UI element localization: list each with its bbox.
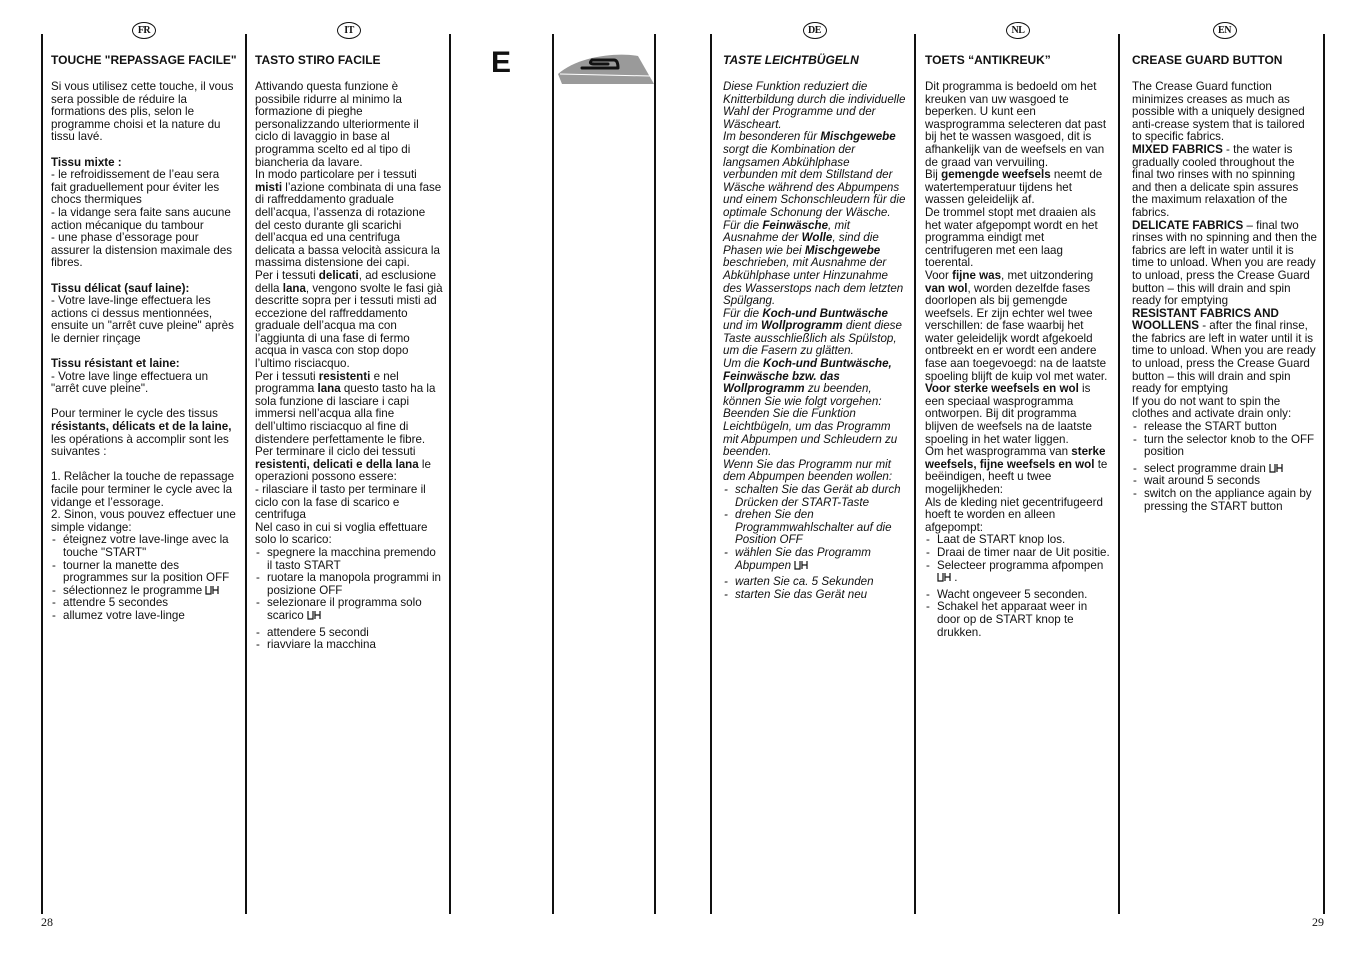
step-list [925, 534, 1111, 639]
paragraph [51, 408, 237, 458]
text: Per terminare il ciclo dei tessuti [255, 445, 416, 459]
paragraph: 2. Sinon, vous pouvez effectuer une simple vidange: [51, 508, 236, 534]
text: Per i tessuti [255, 369, 319, 383]
bold-text: DELICATE FABRICS [1132, 218, 1244, 232]
paragraph: Wenn Sie das Programm nur mit dem Abpumpen beenden wollen: [723, 457, 893, 484]
bold-text: lana [282, 281, 306, 295]
column-en [1132, 22, 1317, 513]
text: te beëindigen, heeft u twee mogelijkheden: [925, 457, 1108, 496]
subheading: Tissu délicat (sauf laine): [51, 281, 190, 295]
text: - the water is gradually cooled throughout the final two rinses with no spinning and then a delicate spin assures the maximum relaxation of the fabrics. [1132, 142, 1299, 219]
paragraph [51, 157, 237, 270]
column-divider [449, 34, 451, 914]
text: zu beenden, können Sie wie folgt vorgehen: [723, 382, 882, 408]
text: Im besonderen für [723, 130, 821, 144]
language-badge: IT [337, 22, 361, 39]
section-title: TASTO STIRO FACILE [255, 53, 381, 67]
paragraph [1132, 308, 1317, 396]
paragraph: Dit programma is bedoeld om het kreuken van uw wasgoed te beperken. U kunt een wasprogramma selecteren dat past bij het te wassen wasgoed, dit is afhankelijk van de weefsels en van de graad van vervuiling. [925, 80, 1107, 169]
drain-icon [794, 560, 808, 570]
bold-text: MIXED FABRICS [1132, 142, 1223, 156]
list-item: - allumez votre lave-linge [51, 610, 237, 623]
text: Voor [925, 268, 953, 282]
bold-text: sterke weefsels, fijne weefsels en wol [925, 445, 1106, 471]
list-item: - Wacht ongeveer 5 seconden. [925, 589, 1111, 602]
text: - Votre lave-linge effectuera les actions ci dessus mentionnées, ensuite un "arrêt cuve pleine" après le dernier rinçage [51, 294, 234, 345]
list-item: - drehen Sie den Programmwahlschalter auf die Position OFF [723, 509, 906, 547]
text: neemt de watertemperatuur tijdens het wassen geleidelijk af. [925, 168, 1103, 207]
step-list [255, 547, 443, 652]
drain-icon [937, 572, 951, 582]
column-divider [41, 34, 43, 914]
text: - une phase d’essorage pour assurer la distension maximale des fibres. [51, 231, 233, 270]
subheading: Tissu résistant et laine: [51, 357, 180, 371]
list-item: - Schakel het apparaat weer in door op de START knop te drukken. [925, 601, 1111, 639]
step-list [1132, 421, 1317, 513]
step-list [723, 484, 906, 601]
bold-text: Koch-und Buntwäsche, Feinwäsche bzw. das Wollprogramm [723, 357, 892, 396]
list-item: - éteignez votre lave-linge avec la touche "START" [51, 534, 237, 559]
text: sorgt die Kombination der langsamen Abkühlphase verbunden mit dem Stillstand der Wäsche während des Abpumpens und einem Schonschleudern für die optimale Schonung der Wäsche. [723, 142, 906, 219]
text: questo tasto ha la sola funzione di lasciare i capi immersi nell’acqua alla fine dell’ultimo risciacquo al fine di distendere perfettamente le fibre. [255, 382, 436, 446]
list-item [255, 597, 443, 622]
paragraph: Si vous utilisez cette touche, il vous sera possible de réduire la formations des plis, selon le programme choisi et la nature du tissu lavé. [51, 80, 234, 144]
text: Selecteer programma afpompen [937, 558, 1104, 572]
list-item: - schalten Sie das Gerät ab durch Drücken der START-Taste [723, 484, 906, 509]
list-item: - turn the selector knob to the OFF position [1132, 434, 1317, 459]
text: Per i tessuti [255, 268, 319, 282]
text: wählen Sie das Programm Abpumpen [735, 545, 871, 572]
list-item: - spegnere la macchina premendo il tasto START [255, 547, 443, 572]
section-title: TOUCHE "REPASSAGE FACILE" [51, 53, 237, 67]
paragraph [723, 358, 906, 408]
bold-text: Mischgewebe [804, 243, 881, 257]
list-item: - Draai de timer naar de Uit positie. [925, 547, 1111, 560]
paragraph [723, 131, 906, 219]
text: selezionare il programma solo scarico [267, 596, 422, 622]
paragraph: The Crease Guard function minimizes creases as much as possible with a uniquely designed anti-crease system that is tailored to specific fabrics. [1132, 80, 1305, 144]
text: Bij [925, 168, 942, 182]
section-title: CREASE GUARD BUTTON [1132, 53, 1283, 67]
paragraph [723, 220, 906, 308]
text: e nel programma [255, 369, 399, 396]
bold-text: RESISTANT FABRICS AND WOOLLENS [1132, 306, 1279, 333]
list-item: - release the START button [1132, 421, 1317, 434]
page-number-right: 29 [1312, 915, 1324, 929]
column-divider [552, 34, 554, 914]
bold-text: resistenti, delicati e della lana [255, 457, 419, 471]
paragraph: - rilasciare il tasto per terminare il ciclo con la fase di scarico e centrifuga [255, 483, 426, 522]
text: Pour terminer le cycle des tissus [51, 407, 218, 421]
paragraph [51, 283, 237, 346]
text: - le refroidissement de l’eau sera fait graduellement pour éviter les chocs thermiques [51, 168, 220, 207]
paragraph: If you do not want to spin the clothes and activate drain only: [1132, 394, 1292, 421]
text: - after the final rinse, the fabrics are left in water until it is time to unload. When you are ready to unload, press the Crease Guard button – this will drain and spin ready for emptying [1132, 319, 1316, 396]
column-divider [710, 34, 712, 914]
subheading: Tissu mixte : [51, 155, 122, 169]
list-item [723, 547, 906, 572]
text: is een speciaal wasprogramma ontworpen. Bij dit programma blijven de weefsels na de laatste spoeling in het water liggen. [925, 382, 1092, 446]
bold-text: misti [255, 180, 283, 194]
bold-text: Wolle [801, 231, 833, 245]
list-item: - attendere 5 secondi [255, 627, 443, 640]
column-divider [1323, 34, 1325, 914]
step-list [51, 534, 237, 622]
paragraph [1132, 144, 1317, 220]
list-item: - warten Sie ca. 5 Sekunden [723, 576, 906, 589]
paragraph [255, 270, 443, 371]
language-badge: FR [132, 22, 156, 39]
text: dient diese Taste ausschließlich als Spülstop, um die Fasern zu glätten. [723, 319, 902, 358]
column-divider [914, 34, 916, 914]
drain-icon [205, 585, 219, 595]
iron-icon [558, 44, 654, 90]
list-item: - Selecteer programma afpompen . [925, 560, 1111, 585]
column-nl [925, 22, 1111, 639]
language-badge: EN [1213, 22, 1237, 39]
text: , mit Ausnahme der [723, 218, 850, 245]
column-it [255, 22, 443, 652]
drain-icon [307, 610, 321, 620]
bold-text: Koch-und Buntwäsche [762, 306, 888, 320]
bold-text: Mischgewebe [820, 130, 896, 144]
list-item: - tourner la manette des programmes sur la position OFF [51, 560, 237, 585]
paragraph [51, 358, 237, 396]
paragraph [925, 169, 1111, 207]
bold-text: Wollprogramm [761, 319, 843, 333]
paragraph: Nel caso in cui si voglia effettuare solo lo scarico: [255, 520, 428, 547]
page-number-left: 28 [41, 915, 53, 929]
bold-text: résistants, délicats et de la laine, [51, 420, 232, 434]
paragraph: 1. Relâcher la touche de repassage facile pour terminer le cycle avec la vidange et l’essorage. [51, 470, 235, 509]
paragraph [255, 446, 443, 484]
text: Für die [723, 218, 763, 232]
text: , vengono svolte le fasi già descritte sopra per i tessuti misti ad eccezione del raffreddamento graduale dell’acqua ma con l’aggiunta di una fase di fermo acqua in vasca con stop dopo l’ultimo risciacquo. [255, 281, 443, 371]
bold-text: Voor sterke weefsels en wol [925, 382, 1079, 396]
text: select programme drain [1144, 461, 1266, 475]
bold-text: delicati [318, 268, 359, 282]
list-item: - riavviare la macchina [255, 639, 443, 652]
paragraph: Diese Funktion reduziert die Knitterbildung durch die individuelle Wahl der Programme und der Wäscheart. [723, 80, 906, 131]
section-letter: E [491, 46, 512, 79]
text: , worden dezelfde fases doorlopen als bij gemengde weefsels. Er zijn echter wel twee verschillen: de fase waarbij het water geleidelijk wordt afgekoeld ontbreekt en er wordt een andere fase aan toegevoegd: na de laatste spoeling blijft de kuip vol met water. [925, 281, 1108, 383]
paragraph [255, 371, 443, 447]
bold-text: Feinwäsche [762, 218, 829, 232]
text: sélectionnez le programme [63, 583, 203, 597]
list-item: - wait around 5 seconds [1132, 475, 1317, 488]
paragraph [925, 270, 1111, 383]
list-item: - ruotare la manopola programmi in posizione OFF [255, 572, 443, 597]
text: - la vidange sera faite sans aucune action mécanique du tambour [51, 205, 231, 232]
section-title: TOETS “ANTIKREUK” [925, 53, 1051, 67]
text: , ad esclusione della [255, 268, 437, 295]
text: beschrieben, mit Ausnahme der Abkühlphase unter Hinzunahme des Wasserstops nach dem letzten Spülgang. [723, 256, 904, 308]
list-item: - switch on the appliance again by pressing the START button [1132, 488, 1317, 513]
paragraph [925, 446, 1111, 496]
text: , sind die Phasen wie bei [723, 231, 879, 257]
text: und im [723, 319, 762, 333]
text: Um die [723, 357, 763, 371]
section-title: TASTE LEICHTBÜGELN [723, 53, 859, 67]
text: les opérations à accomplir sont les suivantes : [51, 432, 229, 459]
paragraph [723, 308, 906, 358]
list-item: - starten Sie das Gerät neu [723, 589, 906, 602]
text: - Votre lave linge effectuera un "arrêt cuve pleine". [51, 369, 209, 396]
text: l’azione combinata di una fase di raffreddamento graduale dell’acqua, l’assenza di rotazione del cesto durante gli scarichi dell’acqua ed una centrifuga delicata a bassa velocità assicura la massima distensione dei capi. [255, 180, 442, 270]
paragraph [255, 169, 443, 270]
bold-text: van wol [925, 281, 968, 295]
column-divider [654, 34, 656, 914]
paragraph: De trommel stopt met draaien als het water afgepompt wordt en het programma eindigt met centrifugeren met een laag toerental. [925, 205, 1098, 270]
text: Für die [723, 306, 763, 320]
text: le operazioni possono essere: [255, 457, 431, 484]
list-item: - Laat de START knop los. [925, 534, 1111, 547]
text: – final two rinses with no spinning and then the fabrics are left in water until it is time to unload. When you are ready to unload, press the Crease Guard button – this will drain and spin ready for emptying [1132, 218, 1317, 308]
column-fr [51, 22, 237, 623]
text: Om het wasprogramma van [925, 445, 1072, 459]
text: In modo particolare per i tessuti [255, 168, 417, 182]
column-divider [1118, 34, 1120, 914]
paragraph: Beenden Sie die Funktion Leichtbügeln, um das Programm mit Abpumpen und Schleudern zu beenden. [723, 407, 898, 459]
column-de [723, 22, 906, 601]
drain-icon [1269, 463, 1283, 473]
paragraph [1132, 220, 1317, 308]
paragraph: Als de kleding niet gecentrifugeerd hoeft te worden en alleen afgepompt: [925, 495, 1103, 534]
language-badge: NL [1006, 22, 1030, 39]
paragraph [925, 383, 1111, 446]
language-badge: DE [803, 22, 827, 39]
paragraph: Attivando questa funzione è possibile ridurre al minimo la formazione di pieghe personalizzando ulteriormente il ciclo di lavaggio in base al programma scelto ed al tipo di biancheria da lavare. [255, 80, 419, 169]
bold-text: resistenti [318, 369, 371, 383]
list-item: - attendre 5 secondes [51, 597, 237, 610]
bold-text: lana [317, 382, 341, 396]
text: , met uitzondering [1001, 268, 1094, 282]
bold-text: fijne was [952, 268, 1002, 282]
column-divider [245, 34, 247, 914]
bold-text: gemengde weefsels [941, 168, 1051, 182]
